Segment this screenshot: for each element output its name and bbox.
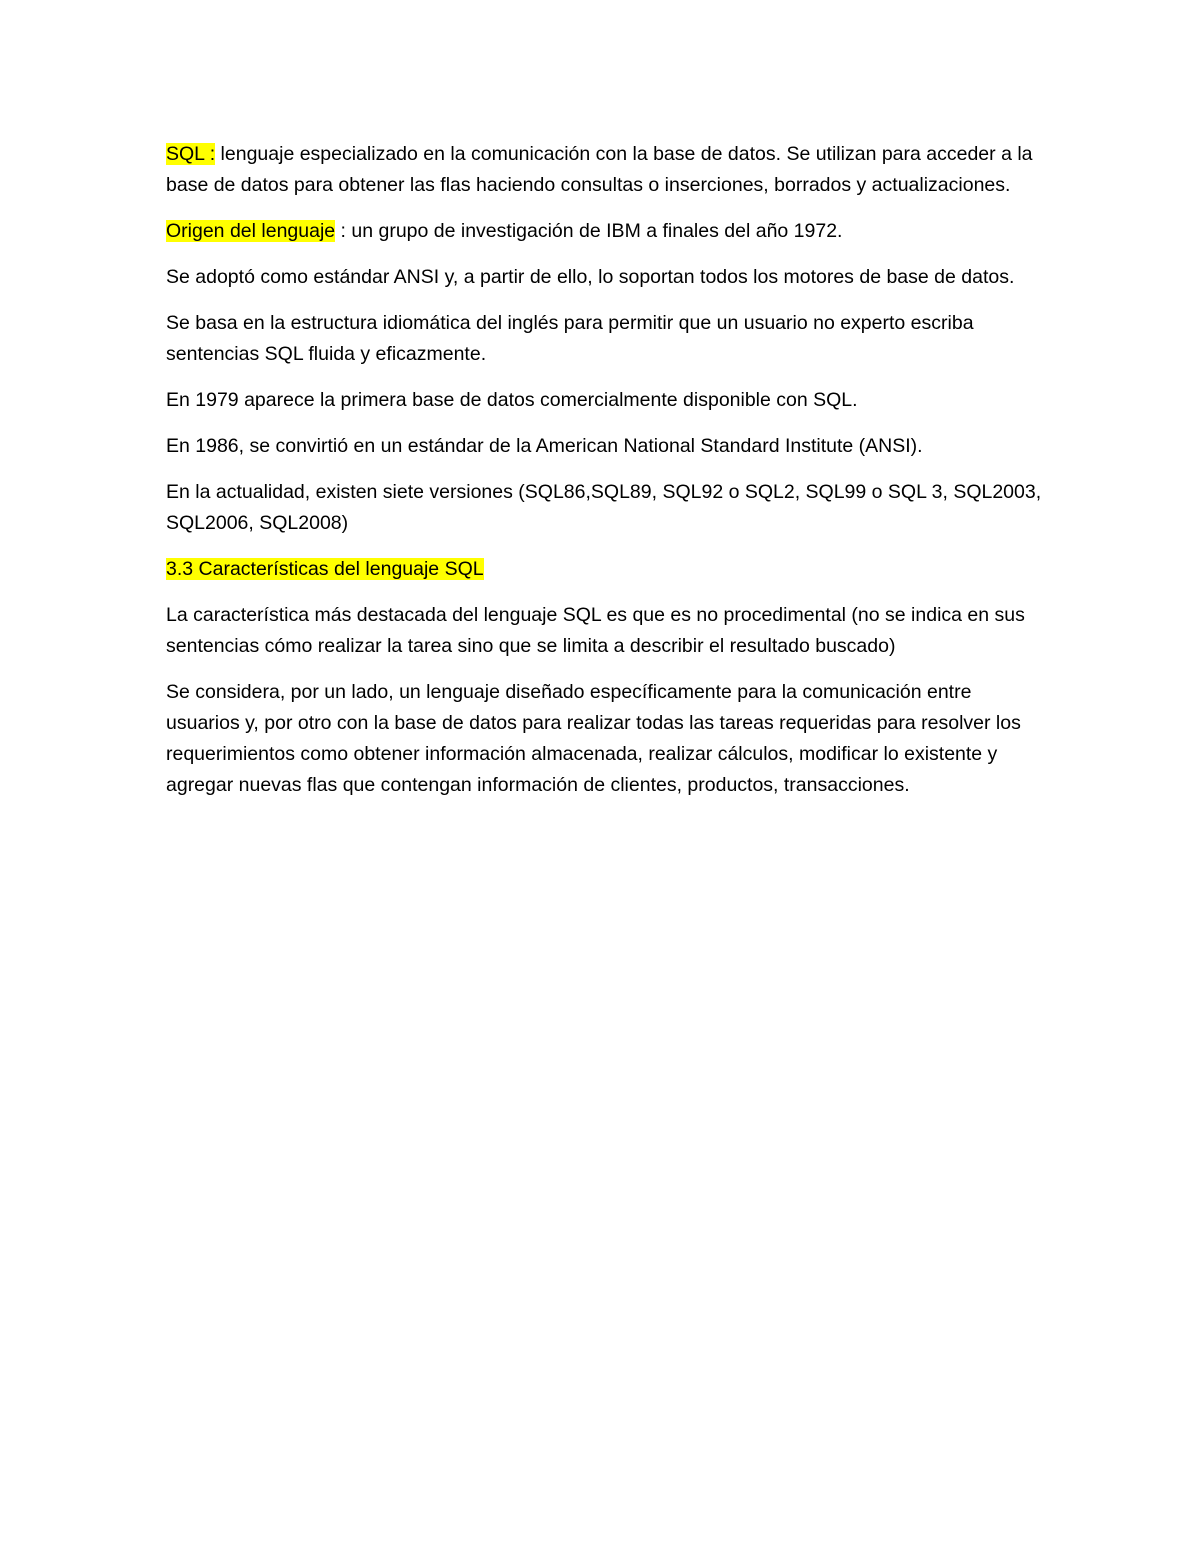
section-heading (166, 554, 1046, 585)
paragraph-text: lenguaje especializado en la comunicación con la base de datos. Se utilizan para acceder a la base de datos para obtener las flas haciendo consultas o inserciones, borrados y actualizaciones. (166, 143, 1033, 196)
paragraph-text: La característica más destacada del lenguaje SQL es que es no procedimental (no se indica en sus sentencias cómo realizar la tarea sino que se limita a describir el resultado buscado) (166, 604, 1025, 657)
document-body (166, 139, 1046, 816)
paragraph-text: En 1979 aparece la primera base de datos comercialmente disponible con SQL. (166, 389, 858, 411)
highlight-sql-term: SQL : (166, 143, 216, 165)
paragraph-english-structure (166, 308, 1046, 370)
paragraph-1986 (166, 431, 1046, 462)
paragraph-text: Se considera, por un lado, un lenguaje diseñado específicamente para la comunicación entre usuarios y, por otro con la base de datos para realizar todas las tareas requeridas para resolver los requerimientos como obtener información almacenada, realizar cálculos, modificar lo existente y agregar nuevas flas que contengan información de clientes, productos, transacciones. (166, 681, 1021, 796)
paragraph-ansi-standard (166, 262, 1046, 293)
paragraph-origin (166, 216, 1046, 247)
paragraph-text: Se adoptó como estándar ANSI y, a partir de ello, lo soportan todos los motores de base de datos. (166, 266, 1015, 288)
paragraph-1979 (166, 385, 1046, 416)
paragraph-text: En 1986, se convirtió en un estándar de la American National Standard Institute (ANSI). (166, 435, 923, 457)
paragraph-text: : un grupo de investigación de IBM a finales del año 1972. (335, 220, 843, 242)
paragraph-text: Se basa en la estructura idiomática del inglés para permitir que un usuario no experto escriba sentencias SQL fluida y eficazmente. (166, 312, 974, 365)
paragraph-non-procedural (166, 600, 1046, 662)
highlight-origin-term: Origen del lenguaje (166, 220, 336, 242)
highlight-section-title: 3.3 Características del lenguaje SQL (166, 558, 484, 580)
paragraph-versions (166, 477, 1046, 539)
paragraph-text: En la actualidad, existen siete versiones (SQL86,SQL89, SQL92 o SQL2, SQL99 o SQL 3, SQL2003, SQL2006, SQL2008) (166, 481, 1042, 534)
paragraph-sql-definition (166, 139, 1046, 201)
paragraph-communication (166, 677, 1046, 801)
